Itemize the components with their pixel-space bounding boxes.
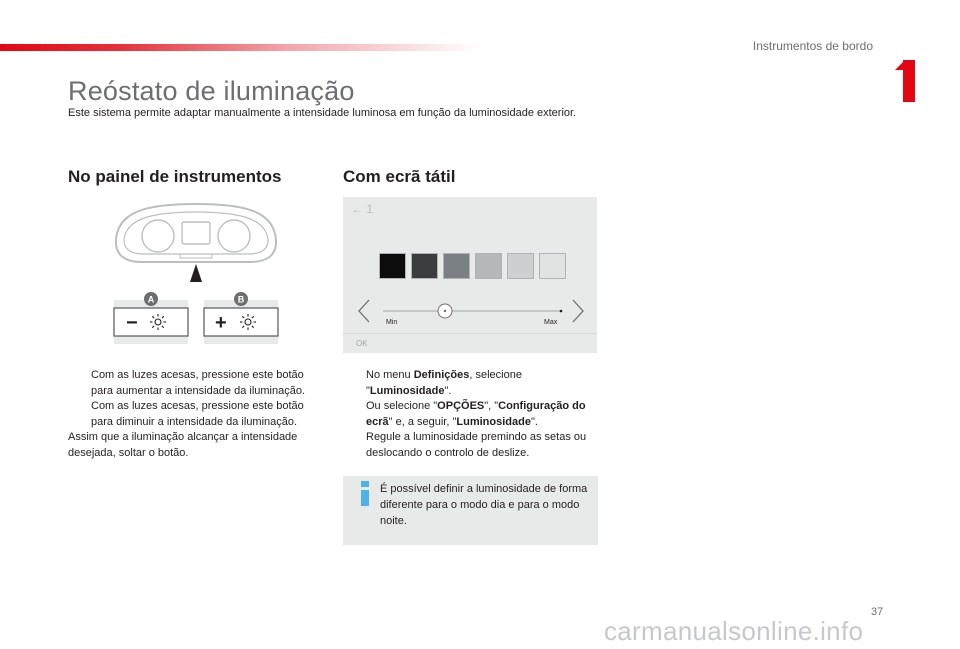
label-b: B [237, 294, 245, 305]
back-arrow-icon: ← 1 [351, 202, 374, 216]
button-a [114, 292, 188, 344]
swatch-3 [443, 253, 470, 279]
swatch-5 [507, 253, 534, 279]
heading-instrument-panel: No painel de instrumentos [68, 167, 282, 186]
screen-divider [343, 333, 597, 334]
slider-min-label: Min [386, 319, 398, 326]
swatch-4 [475, 253, 502, 279]
intro-text: Este sistema permite adaptar manualmente a intensidade luminosa em função da luminosidade exterior. [68, 107, 577, 119]
list-item: Com as luzes acesas, pressione este botão para diminuir a intensidade da iluminação. [91, 400, 304, 428]
swatch-2 [411, 253, 438, 279]
slider-max-label: Max [544, 319, 558, 326]
page-number: 37 [871, 606, 884, 618]
pointer-arrow [190, 264, 202, 282]
heading-touch-screen: Com ecrã tátil [343, 167, 456, 186]
chevron-right-icon [573, 300, 583, 322]
brightness-slider [343, 297, 597, 331]
section-title: Instrumentos de bordo [752, 39, 873, 53]
touch-screen-illustration [343, 197, 597, 353]
page-title: Reóstato de iluminação [68, 76, 355, 106]
info-icon [357, 481, 373, 506]
left-instructions [68, 368, 324, 461]
info-box [343, 476, 598, 545]
label-a: A [147, 294, 155, 305]
button-b [204, 292, 278, 344]
dashboard-cluster-outline [116, 204, 276, 262]
instrument-panel-illustration [110, 198, 282, 350]
right-instructions [343, 368, 599, 461]
watermark: carmanualsonline.info [604, 616, 864, 646]
brightness-swatches [379, 253, 566, 279]
list-item: Regule a luminosidade premindo as setas ou deslocando o controlo de deslize. [366, 431, 587, 459]
plus-sign: + [215, 312, 227, 334]
list-item: Com as luzes acesas, pressione este botão para aumentar a intensidade da iluminação. [91, 369, 306, 397]
minus-sign: − [126, 312, 138, 334]
swatch-1 [379, 253, 406, 279]
list-item: No menu Definições, selecione "Luminosidade". Ou selecione "OPÇÕES", "Configuração do ecrã" e, a seguir, "Luminosidade". [366, 369, 586, 428]
info-text: É possível definir a luminosidade de forma diferente para o modo dia e para o modo noite. [380, 483, 588, 527]
closing-text: Assim que a iluminação alcançar a intensidade desejada, soltar o botão. [68, 431, 298, 459]
chevron-left-icon [359, 300, 369, 322]
swatch-6 [539, 253, 566, 279]
slider-end-dot [560, 310, 563, 313]
chapter-number-badge [895, 60, 915, 102]
ok-label: OK [356, 339, 368, 348]
header-accent-bar [0, 44, 480, 51]
